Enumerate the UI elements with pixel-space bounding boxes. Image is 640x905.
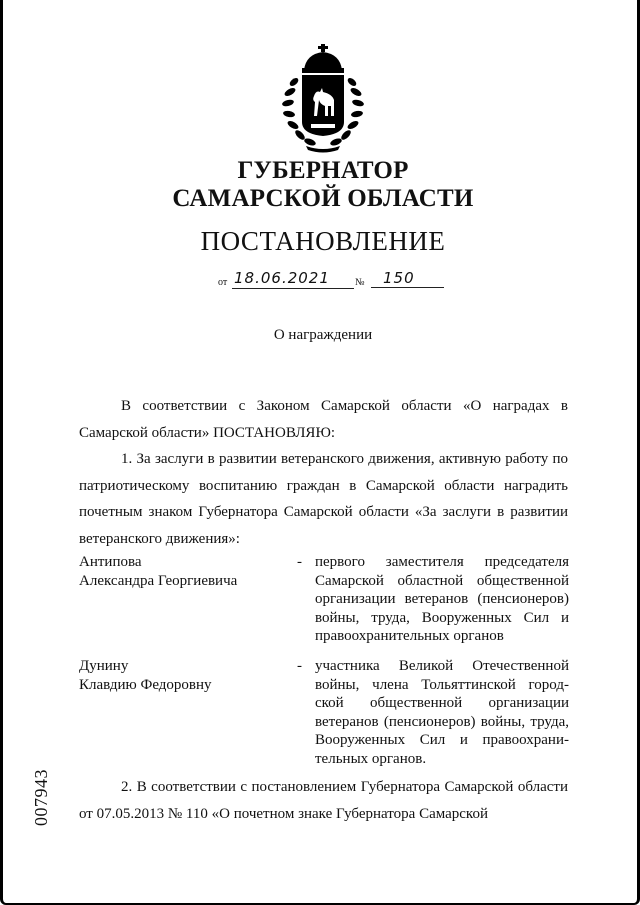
desc-line: войны, труда, Вооруженных Сил и [315, 609, 569, 626]
side-serial-number: 007943 [31, 769, 51, 826]
desc-line: правоохранительных органов [315, 628, 504, 644]
date-label: от [218, 277, 228, 288]
item1-text: 1. За заслуги в развитии ветеранского движения, активную работу по патриотическому воспитанию граждан в Самарской области наградить почетным знаком Губернатора Самарской области «За заслуги в развитии ветеранского движения»: [79, 451, 568, 547]
issuer-title-line2: САМАРСКОЙ ОБЛАСТИ [172, 185, 474, 212]
number-value: 150 [371, 268, 444, 288]
item2-paragraph [79, 774, 568, 827]
awardee-description [315, 553, 569, 646]
desc-line: тельных органов. [315, 750, 427, 767]
desc-line: ветеранов (пенсионеров) войны, труда, [315, 713, 569, 730]
desc-line: ской общественной организации [315, 695, 569, 711]
awardee-name [79, 657, 279, 694]
document-type: ПОСТАНОВЛЕНИЕ [200, 226, 446, 256]
awardee-given-names: Александра Георгиевича [79, 572, 238, 589]
preamble-text: В соответствии с Законом Самарской области «О наградах в Самарской области» ПОСТАНОВЛЯЮ: [79, 398, 568, 441]
awardee-surname: Антипова [79, 554, 142, 570]
desc-line: войны, члена Тольяттинской город- [315, 676, 569, 693]
date-value: 18.06.2021 [232, 268, 354, 289]
item1-paragraph [79, 446, 568, 552]
issuer-title-line1: ГУБЕРНАТОР [237, 157, 409, 184]
desc-line: первого заместителя председателя [315, 554, 569, 570]
desc-line: участника Великой Отечественной [315, 658, 569, 674]
preamble-paragraph [79, 393, 568, 446]
date-number-line [218, 268, 438, 292]
coat-of-arms-icon [276, 42, 370, 154]
desc-line: Вооруженных Сил и правоохрани- [315, 732, 569, 748]
document-subject: О награждении [273, 327, 373, 343]
dash-separator: - [297, 658, 302, 674]
item2-text: 2. В соответствии с постановлением Губернатора Самарской области от 07.05.2013 № 110 «О почетном знаке Губернатора Самарской [79, 779, 568, 822]
awardee-name [79, 553, 279, 590]
desc-line: организации ветеранов (пенсионеров) [315, 591, 569, 607]
awardee-description [315, 657, 569, 768]
desc-line: Самарской областной общественной [315, 572, 569, 589]
awardee-given-names: Клавдию Федоровну [79, 676, 212, 693]
dash-separator: - [297, 554, 302, 570]
awardee-surname: Дунину [79, 658, 129, 674]
number-label: № [355, 277, 365, 288]
